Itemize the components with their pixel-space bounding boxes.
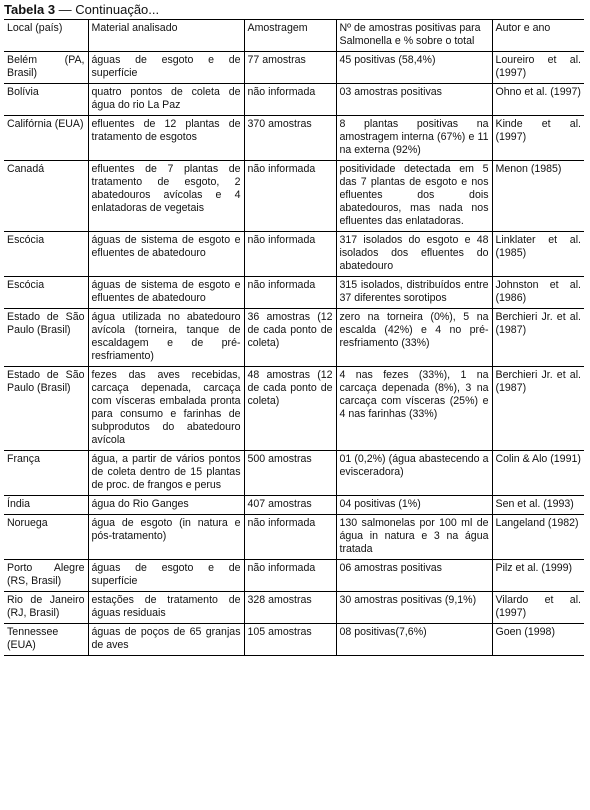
cell-autor: Goen (1998) — [492, 624, 584, 656]
header-row — [4, 20, 584, 52]
cell-amostragem: não informada — [244, 161, 336, 232]
table-row — [4, 52, 584, 84]
cell-amostragem: 77 amostras — [244, 52, 336, 84]
cell-amostragem: 36 amostras (12 de cada ponto de coleta) — [244, 309, 336, 367]
cell-local: Bolívia — [7, 86, 39, 98]
cell-positivas: 08 positivas(7,6%) — [336, 624, 492, 656]
cell-amostragem: não informada — [244, 560, 336, 592]
table-row — [4, 84, 584, 116]
cell-positivas: 315 isolados, distribuídos entre 37 diferentes sorotipos — [336, 277, 492, 309]
cell-positivas: 8 plantas positivas na amostragem interna (67%) e 11 na externa (92%) — [336, 116, 492, 161]
header-amostragem: Amostragem — [244, 20, 336, 52]
cell-local: Noruega — [7, 517, 48, 529]
cell-positivas: zero na torneira (0%), 5 na escalda (42%) e 4 no pré-resfriamento (33%) — [336, 309, 492, 367]
table-row — [4, 560, 584, 592]
cell-autor: Pilz et al. (1999) — [492, 560, 584, 592]
table-row — [4, 451, 584, 496]
header-local: Local (país) — [4, 20, 88, 52]
cell-positivas: 03 amostras positivas — [336, 84, 492, 116]
cell-positivas: 4 nas fezes (33%), 1 na carcaça depenada (8%), 3 na carcaça com vísceras (25%) e 4 nas farinhas (33%) — [336, 367, 492, 451]
cell-material: águas de esgoto e de superfície — [88, 560, 244, 592]
cell-material: estações de tratamento de águas residuais — [88, 592, 244, 624]
cell-positivas: 130 salmonelas por 100 ml de água in natura e 3 na água tratada — [336, 515, 492, 560]
cell-autor: Loureiro et al. (1997) — [492, 52, 584, 84]
cell-positivas: 30 amostras positivas (9,1%) — [336, 592, 492, 624]
cell-autor: Langeland (1982) — [492, 515, 584, 560]
cell-autor: Berchieri Jr. et al. (1987) — [492, 367, 584, 451]
cell-amostragem: 370 amostras — [244, 116, 336, 161]
cell-local: Porto Alegre (RS, Brasil) — [7, 562, 85, 587]
cell-positivas: positividade detectada em 5 das 7 plantas de esgoto e nos efluentes dos dois abatedouros, mas nada nos efluentes das enlatadoras. — [336, 161, 492, 232]
cell-amostragem: 500 amostras — [244, 451, 336, 496]
cell-material: fezes das aves recebidas, carcaça depenada, carcaça com vísceras embalada pronta para consumo e farinhas de subprodutos do abatedouro avícola — [88, 367, 244, 451]
table-caption-label: Tabela 3 — [4, 2, 56, 17]
cell-material: efluentes de 12 plantas de tratamento de esgotos — [88, 116, 244, 161]
cell-positivas: 45 positivas (58,4%) — [336, 52, 492, 84]
cell-material: água, a partir de vários pontos de coleta dentro de 15 plantas de proc. de frangos e perus — [88, 451, 244, 496]
cell-local: Califórnia (EUA) — [7, 118, 84, 130]
table-row — [4, 592, 584, 624]
cell-local: Canadá — [7, 163, 45, 175]
cell-amostragem: 48 amostras (12 de cada ponto de coleta) — [244, 367, 336, 451]
cell-material: efluentes de 7 plantas de tratamento de esgoto, 2 abatedouros avícolas e 4 enlatadoras de vegetais — [88, 161, 244, 232]
cell-amostragem: 328 amostras — [244, 592, 336, 624]
cell-material: águas de esgoto e de superfície — [88, 52, 244, 84]
table-row — [4, 277, 584, 309]
table-row — [4, 161, 584, 232]
cell-positivas: 06 amostras positivas — [336, 560, 492, 592]
table-body — [4, 52, 584, 656]
cell-material: águas de sistema de esgoto e efluentes de abatedouro — [88, 232, 244, 277]
cell-material: água do Rio Ganges — [88, 496, 244, 515]
cell-local: Belém (PA, Brasil) — [7, 54, 85, 79]
cell-material: quatro pontos de coleta de água do rio La Paz — [88, 84, 244, 116]
cell-amostragem: não informada — [244, 84, 336, 116]
table-row — [4, 624, 584, 656]
cell-amostragem: 407 amostras — [244, 496, 336, 515]
cell-autor: Vilardo et al. (1997) — [492, 592, 584, 624]
cell-local: Estado de São Paulo (Brasil) — [7, 369, 85, 394]
cell-positivas: 01 (0,2%) (água abastecendo a evisceradora) — [336, 451, 492, 496]
cell-local: Escócia — [7, 279, 45, 291]
cell-local: Tennessee (EUA) — [7, 626, 59, 651]
cell-local: Índia — [7, 498, 30, 510]
cell-material: águas de poços de 65 granjas de aves — [88, 624, 244, 656]
cell-positivas: 04 positivas (1%) — [336, 496, 492, 515]
cell-local: Escócia — [7, 234, 45, 246]
cell-positivas: 317 isolados do esgoto e 48 isolados dos efluentes do abatedouro — [336, 232, 492, 277]
cell-autor: Berchieri Jr. et al. (1987) — [492, 309, 584, 367]
header-material: Material analisado — [88, 20, 244, 52]
cell-material: águas de sistema de esgoto e efluentes de abatedouro — [88, 277, 244, 309]
table-row — [4, 515, 584, 560]
cell-amostragem: não informada — [244, 515, 336, 560]
table-caption — [4, 2, 159, 17]
cell-amostragem: não informada — [244, 232, 336, 277]
table-row — [4, 232, 584, 277]
cell-autor: Linklater et al. (1985) — [492, 232, 584, 277]
cell-amostragem: 105 amostras — [244, 624, 336, 656]
cell-autor: Colin & Alo (1991) — [492, 451, 584, 496]
cell-amostragem: não informada — [244, 277, 336, 309]
salmonella-table — [4, 19, 584, 656]
cell-local: Estado de São Paulo (Brasil) — [7, 311, 85, 336]
table-row — [4, 116, 584, 161]
table-row — [4, 367, 584, 451]
header-positivas: Nº de amostras positivas para Salmonella e % sobre o total — [336, 20, 492, 52]
table-row — [4, 496, 584, 515]
cell-autor: Menon (1985) — [492, 161, 584, 232]
cell-material: água utilizada no abatedouro avícola (torneira, tanque de escaldagem e de pré-resfriamento) — [88, 309, 244, 367]
cell-autor: Kinde et al. (1997) — [492, 116, 584, 161]
cell-autor: Johnston et al. (1986) — [492, 277, 584, 309]
cell-material: água de esgoto (in natura e pós-tratamento) — [88, 515, 244, 560]
table-caption-text: — Continuação... — [55, 2, 160, 17]
table-row — [4, 309, 584, 367]
cell-local: Rio de Janeiro (RJ, Brasil) — [7, 594, 85, 619]
header-autor: Autor e ano — [492, 20, 584, 52]
cell-autor: Sen et al. (1993) — [492, 496, 584, 515]
cell-autor: Ohno et al. (1997) — [492, 84, 584, 116]
cell-local: França — [7, 453, 40, 465]
